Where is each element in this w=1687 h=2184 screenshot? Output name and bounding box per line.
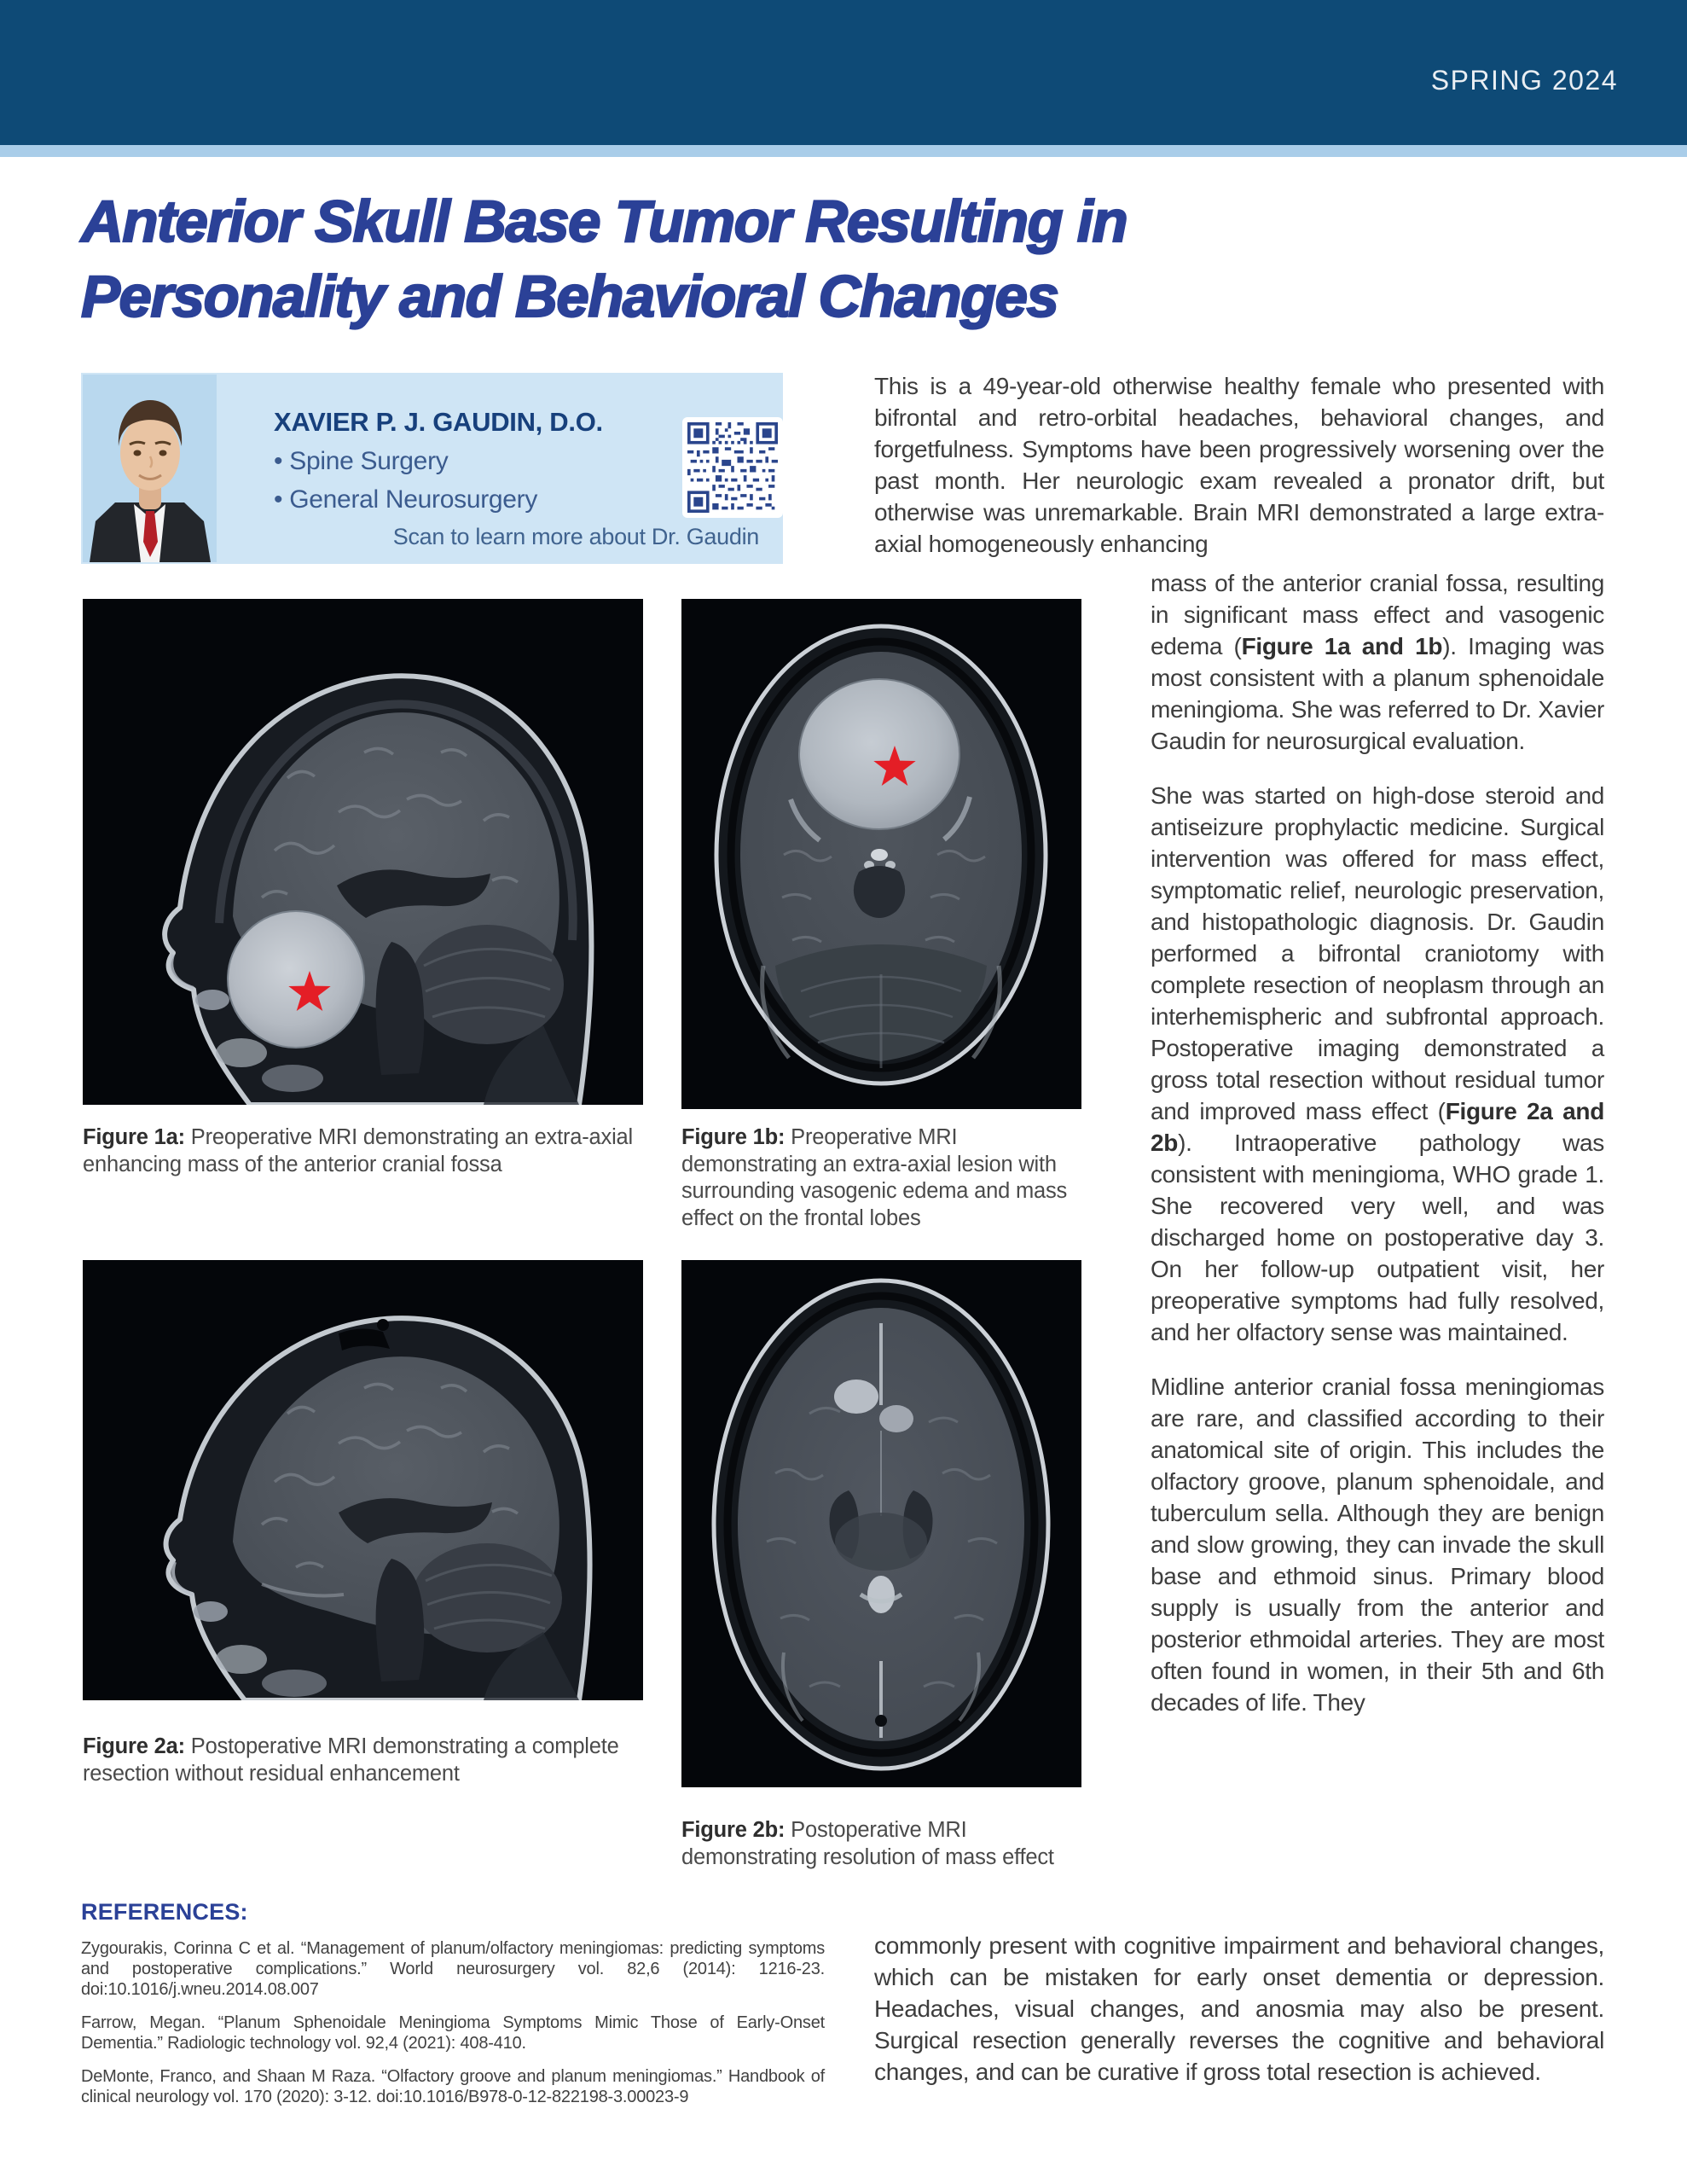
edition-label: SPRING 2024 [1430,65,1618,96]
references-section [81,1899,825,2107]
figure-2a-image [83,1260,643,1700]
figure-1b-caption [681,1124,1097,1232]
page-title-line1: Anterior Skull Base Tumor Resulting in [81,189,1128,254]
paragraph-text: She was started on high-dose steroid and antiseizure prophylactic medicine. Surgical intervention was offered for mass effect, symptomatic relief, neurologic preservation, and histopathologic diagnosis. Dr. Gaudin performed a bifrontal craniotomy with complete resection of neoplasm through an interhemispheric and subfrontal approach. Postoperative imaging demonstrated a gross total resection without residual tumor and improved mass effect ( [1151,782,1604,1124]
figure-2b-image [681,1260,1081,1787]
paragraph-text: mass of the anterior cranial fossa, resulting in significant mass effect and vasogenic edema ( [1151,570,1604,659]
reference-item: Farrow, Megan. “Planum Sphenoidale Meningioma Symptoms Mimic Those of Early-Onset Dementia.” Radiologic technology vol. 92,4 (2021): 408-410. [81,2013,825,2053]
qr-code [682,417,783,518]
accent-stripe [0,145,1687,157]
header-banner [0,0,1687,145]
figure-reference: Figure 2a and 2b [1151,1098,1604,1156]
figure-reference: Figure 1a and 1b [1241,633,1443,659]
references-heading: REFERENCES: [81,1899,248,1925]
specialty-item-spine: • Spine Surgery [274,447,603,476]
article-paragraph-2 [1151,780,1604,1348]
doctor-card [81,373,783,564]
figure-caption-label: Figure 2b: [681,1818,786,1842]
doctor-info [274,407,603,514]
doctor-photo [83,375,217,562]
article-paragraph-3-continued: commonly present with cognitive impairment and behavioral changes, which can be mistaken for early onset dementia or depression. Headaches, visual changes, and anosmia may also be present. Surgical resection generally reverses the cognitive and behavioral changes, and can be curative if gross total resection is achieved. [874,1932,1604,2085]
article-paragraph-1: This is a 49-year-old otherwise healthy female who presented with bifrontal and retro-orbital headaches, behavioral changes, and forgetfulness. Symptoms have been progressively worsening over the past month. Her neurologic exam revealed a pronator drift, but otherwise was unremarkable. Brain MRI demonstrated a large extra-axial homogeneously enhancing [874,373,1604,557]
figure-caption-text: Postoperative MRI demonstrating a complete resection without residual enhancement [83,1734,619,1786]
paragraph-text: ). Intraoperative pathology was consistent with meningioma, WHO grade 1. She recovered very well, and was discharged home on postoperative day 3. On her follow-up outpatient visit, her preoperative symptoms had fully resolved, and her olfactory sense was maintained. [1151,1130,1604,1345]
figure-caption-text: Preoperative MRI demonstrating an extra-axial enhancing mass of the anterior cranial fossa [83,1125,634,1176]
doctor-portrait-illustration [83,375,217,562]
specialty-item-neurosurgery: • General Neurosurgery [274,485,603,514]
page-title [81,184,1480,334]
figure-1b-image [681,599,1081,1109]
figure-caption-label: Figure 1b: [681,1125,786,1149]
figure-2b-caption [681,1817,1091,1871]
article-paragraph-3: Midline anterior cranial fossa meningiomas are rare, and classified according to their anatomical site of origin. This includes the olfactory groove, planum sphenoidale, and tuberculum sella. Although they are benign and slow growing, they can invade the skull base and ethmoid sinus. Primary blood supply is usually from the anterior and posterior ethmoidal arteries. They are most often found in women, in their 5th and 6th decades of life. They [1151,1374,1604,1716]
figure-caption-label: Figure 1a: [83,1125,185,1149]
figure-caption-text: Postoperative MRI demonstrating resolution of mass effect [681,1818,1054,1869]
article-narrow-column [1151,567,1604,1741]
figure-1a-caption [83,1124,633,1178]
article-paragraph-1-continued [1151,567,1604,757]
figure-2a-caption [83,1734,644,1787]
reference-item: Zygourakis, Corinna C et al. “Management of planum/olfactory meningiomas: predicting symptoms and postoperative complications.” World neurosurgery vol. 82,6 (2014): 1216-23. doi:10.1016/j.wneu.2014.08.007 [81,1939,825,1999]
paragraph-text: ). Imaging was most consistent with a planum sphenoidale meningioma. She was referred to Dr. Xavier Gaudin for neurosurgical evaluation. [1151,633,1605,754]
reference-item: DeMonte, Franco, and Shaan M Raza. “Olfactory groove and planum meningiomas.” Handbook of clinical neurology vol. 170 (2020): 3-12. doi:10.1016/B978-0-12-822198-3.00023-9 [81,2067,825,2106]
figure-1a-image [83,599,643,1105]
figure-caption-text: Preoperative MRI demonstrating an extra-axial lesion with surrounding vasogenic edema and mass effect on the frontal lobes [681,1125,1068,1230]
figure-caption-label: Figure 2a: [83,1734,185,1758]
doctor-name: XAVIER P. J. GAUDIN, D.O. [274,407,603,437]
qr-caption: Scan to learn more about Dr. Gaudin [392,524,759,549]
qr-code-icon [687,422,778,513]
page-title-line2: Personality and Behavioral Changes [81,264,1058,329]
